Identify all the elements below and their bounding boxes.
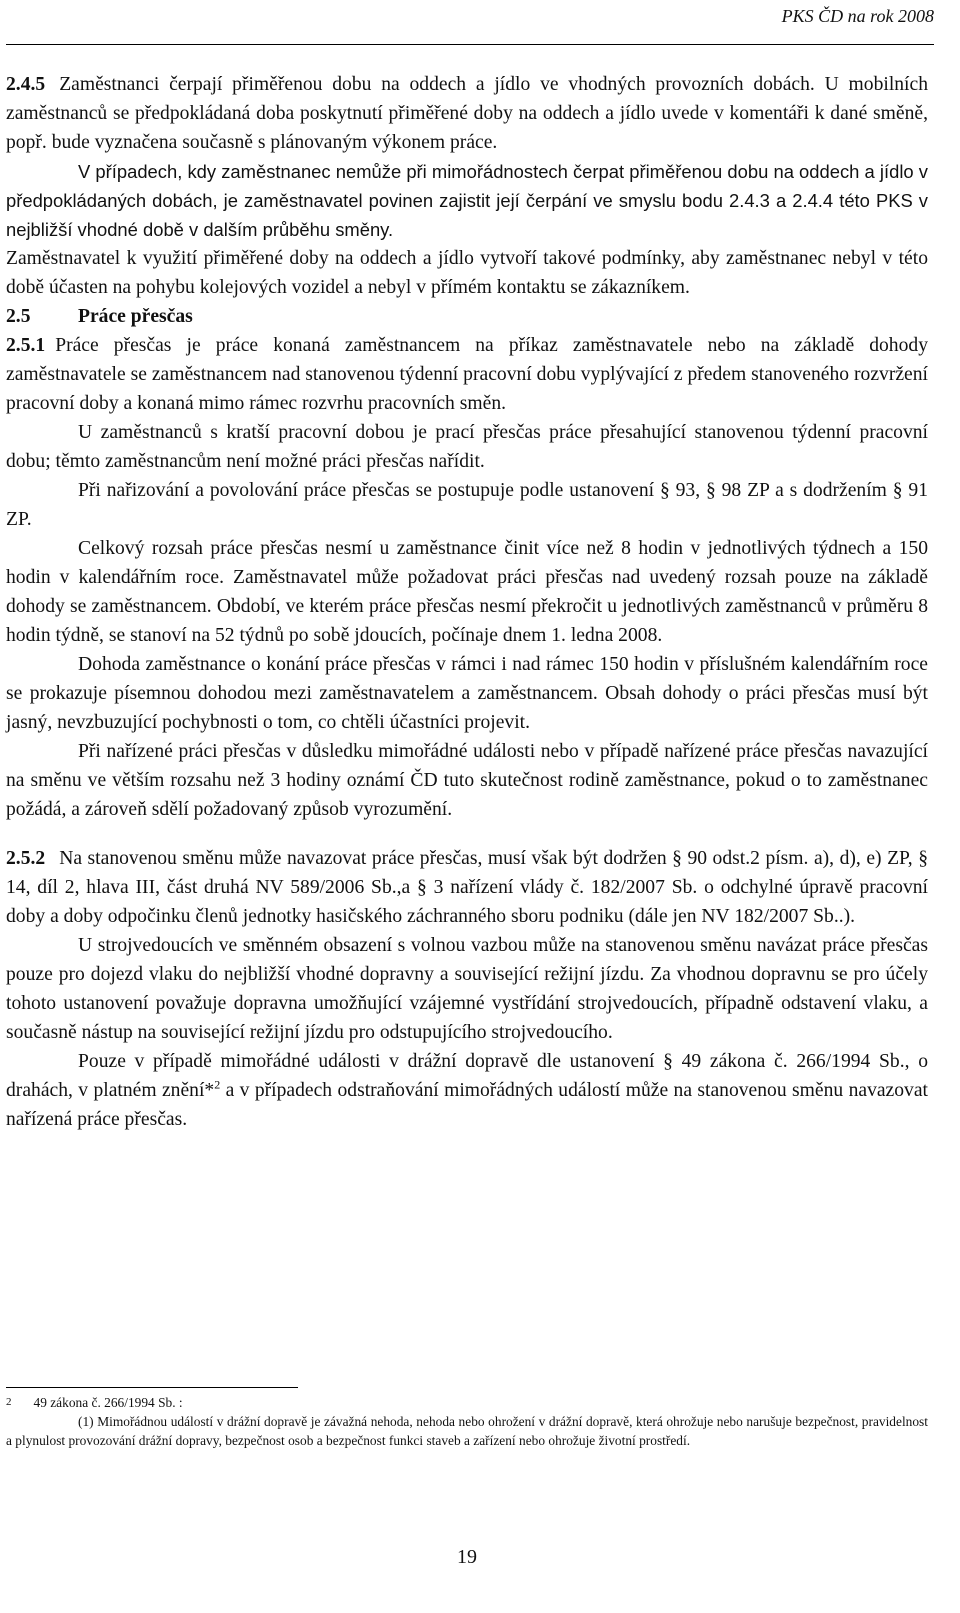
paragraph-2-5-1-f: Při nařízené práci přesčas v důsledku mimořádné události nebo v případě nařízené práce přesčas navazující na směnu ve větším rozsahu než 3 hodiny oznámí ČD tuto skutečnost rodině zaměstnance, pokud o to zaměstnanec požádá, a zároveň sdělí požadovaný způsob vyrozumění. <box>6 741 928 820</box>
paragraph-2-5-2 <box>6 844 928 931</box>
paragraph-2-5-2-c-part2: a v případech odstraňování mimořádných událostí může na stanovenou směnu navazovat nařízená práce přesčas. <box>6 1080 928 1130</box>
footnotes <box>6 1393 928 1450</box>
footnote-reference: 2 <box>214 1077 221 1092</box>
paragraph-2-4-5-text: Zaměstnanci čerpají přiměřenou dobu na oddech a jídlo ve vhodných provozních dobách. U mobilních zaměstnanců se předpokládaná doba poskytnutí přiměřené doby na oddech a jídlo uvede v komentáři k dané směně, popř. bude vyznačena současně s plánovaným výkonem práce. <box>6 74 928 153</box>
running-header: PKS ČD na rok 2008 <box>781 6 934 26</box>
section-label-2-5-1: 2.5.1 <box>6 335 46 356</box>
paragraph-2-5-1-b: U zaměstnanců s kratší pracovní dobou je prací přesčas práce přesahující stanovenou týdenní pracovní dobu; těmto zaměstnancům není možné práci přesčas nařídit. <box>6 422 928 472</box>
paragraph-2-5-1-text: Práce přesčas je práce konaná zaměstnancem na příkaz zaměstnavatele nebo na základě dohody zaměstnavatele se zaměstnancem nad stanovenou týdenní pracovní dobu vyplývající z předem stanoveného rozvržení pracovní doby a konaná mimo rámec rozvrhu pracovních směn. <box>6 335 928 414</box>
paragraph-2-5-2-b: U strojvedoucích ve směnném obsazení s volnou vazbou může na stanovenou směnu navázat práce přesčas pouze pro dojezd vlaku do nejbližší vhodné dopravny a související režijní jízdu. Za vhodnou dopravnu se pro účely tohoto ustanovení považuje dopravna umožňující vzájemné vystřídání strojvedoucích, případně odstavení vlaku, a současně nástup na související režijní jízdu pro odstupujícího strojvedoucího. <box>6 935 928 1043</box>
footnote-separator <box>6 1387 298 1388</box>
footnote-text: (1) Mimořádnou událostí v drážní dopravě je závažná nehoda, nehoda nebo ohrožení v drážní dopravě, která ohrožuje nebo narušuje bezpečnost, pravidelnost a plynulost provozování drážní dopravy, bezpečnost osob a bezpečnost funkci staveb a zařízení nebo ohrožuje životní prostředí. <box>6 1414 928 1448</box>
section-title-2-5: Práce přesčas <box>78 306 193 327</box>
paragraph-2-5-1-d: Celkový rozsah práce přesčas nesmí u zaměstnance činit více než 8 hodin v jednotlivých týdnech a 150 hodin v kalendářním roce. Zaměstnavatel může požadovat práci přesčas nad uvedený rozsah pouze na základě dohody se zaměstnancem. Období, ve kterém práce přesčas nesmí překročit u jednotlivých zaměstnanců v průměru 8 hodin týdně, se stanoví na 52 týdnů po sobě jdoucích, počínaje dnem 1. ledna 2008. <box>6 538 928 646</box>
paragraph-2-4-5-c: Zaměstnavatel k využití přiměřené doby na oddech a jídlo vytvoří takové podmínky, aby zaměstnanec nebyl v této době účasten na pohybu kolejových vozidel a nebyl v přímém kontaktu se zákazníkem. <box>6 248 928 298</box>
footnote-heading <box>6 1393 928 1412</box>
section-label-2-4-5: 2.4.5 <box>6 74 46 95</box>
page-number: 19 <box>457 1546 477 1568</box>
paragraph-2-5-2-text: Na stanovenou směnu může navazovat práce přesčas, musí však být dodržen § 90 odst.2 písm. a), d), e) ZP, § 14, díl 2, hlava III, část druhá NV 589/2006 Sb.,a § 3 nařízení vlády č. 182/2007 Sb. o odchylné úpravě pracovní doby a doby odpočinku členů jednotky hasičského záchranného sboru podniku (dále jen NV 182/2007 Sb..). <box>6 848 928 927</box>
paragraph-2-5-2-c <box>6 1047 928 1134</box>
section-heading-2-5 <box>6 302 928 331</box>
paragraph-2-5-1-c: Při nařizování a povolování práce přesčas se postupuje podle ustanovení § 93, § 98 ZP a s dodržením § 91 ZP. <box>6 480 928 530</box>
paragraph-2-5-2-c-part1: Pouze v případě mimořádné události v drážní dopravě dle ustanovení § 49 zákona č. 266/1994 Sb., o drahách, v platném znění* <box>6 1051 928 1101</box>
section-label-2-5-2: 2.5.2 <box>6 848 46 869</box>
section-number-2-5: 2.5 <box>6 306 31 327</box>
paragraph-2-5-1-e: Dohoda zaměstnance o konání práce přesčas v rámci i nad rámec 150 hodin v příslušném kalendářním roce se prokazuje písemnou dohodou mezi zaměstnavatelem a zaměstnancem. Obsah dohody o práci přesčas musí být jasný, nevzbuzující pochybnosti o tom, co chtěli účastníci projevit. <box>6 654 928 733</box>
paragraph-2-4-5 <box>6 70 928 157</box>
paragraph-2-5-1 <box>6 331 928 418</box>
footnote-ref: 49 zákona č. 266/1994 Sb. : <box>33 1395 183 1410</box>
paragraph-2-4-5-b: V případech, kdy zaměstnanec nemůže při mimořádnostech čerpat přiměřenou dobu na oddech a jídlo v předpokládaných dobách, je zaměstnavatel povinen zajistit její čerpání ve smyslu bodu 2.4.3 a 2.4.4 této PKS v nejbližší vhodné době v dalším průběhu směny. <box>6 161 928 240</box>
document-body <box>6 70 928 1134</box>
footnote-mark: 2 <box>6 1396 12 1408</box>
header-rule <box>6 44 934 45</box>
